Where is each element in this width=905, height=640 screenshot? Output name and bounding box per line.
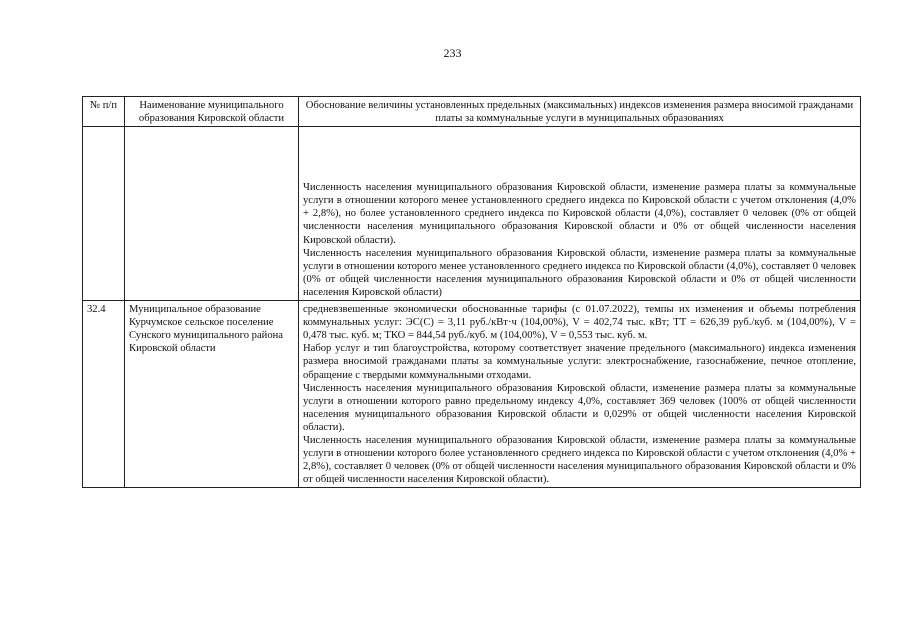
- justification-paragraph: Набор услуг и тип благоустройства, которому соответствует значение предельного (максимального) индекса изменения размера вносимой гражданами платы за коммунальные услуги: электроснабжение, газоснабжение, печное отопление, обращение с твердыми коммунальными отходами.: [303, 343, 856, 381]
- municipality-name: Муниципальное образование Курчумское сельское поселение Сунского муниципального района Кировской области: [125, 301, 299, 488]
- header-name: Наименование муниципального образования Кировской области: [125, 97, 299, 127]
- page-number: 233: [443, 46, 462, 60]
- continuation-num-cell: [83, 127, 125, 301]
- justification-table: [82, 96, 861, 488]
- justification-paragraph: Численность населения муниципального образования Кировской области, изменение размера платы за коммунальные услуги в отношении которого более установленного среднего индекса по Кировской области с учетом отклонения (4,0% + 2,8%), составляет 0 человек (0% от общей численности населения муниципального образования Кировской области и 0% от общей численности населения Кировской области).: [303, 434, 856, 486]
- continuation-name-cell: [125, 127, 299, 301]
- table-row-continuation: [83, 127, 861, 301]
- header-num: № п/п: [83, 97, 125, 127]
- header-gap: [303, 129, 856, 181]
- justification-paragraph: Численность населения муниципального образования Кировской области, изменение размера платы за коммунальные услуги в отношении которого менее установленного среднего индекса по Кировской области с учетом отклонения (4,0% + 2,8%), но более установленного среднего индекса по Кировской области (4,0%), составляет 0 человек (0% от общей численности населения муниципального образования Кировской области и 0% от общей численности населения Кировской области).: [303, 182, 856, 246]
- row-number: 32.4: [83, 301, 125, 488]
- justification-paragraph: Численность населения муниципального образования Кировской области, изменение размера платы за коммунальные услуги в отношении которого равно предельному индексу 4,0%, составляет 369 человек (100% от общей численности населения муниципального образования Кировской области и 0,029% от общей численности населения Кировской области).: [303, 382, 856, 433]
- continuation-justification-cell: [299, 127, 861, 301]
- table-row-32-4: [83, 301, 861, 488]
- row-justification-cell: [299, 301, 861, 488]
- justification-paragraph: средневзвешенные экономически обоснованные тарифы (с 01.07.2022), темпы их изменения и объемы потребления коммунальных услуг: ЭС(С) = 3,11 руб./кВт·ч (104,00%), V = 402,74 тыс. кВт; ТТ = 626,39 руб./куб. м (104,00%), V = 0,478 тыс. куб. м; ТКО = 844,54 руб./куб. м (104,00%), V = 0,553 тыс. куб. м.: [303, 304, 856, 342]
- table-header-row: [83, 97, 861, 127]
- justification-paragraph: Численность населения муниципального образования Кировской области, изменение размера платы за коммунальные услуги в отношении которого менее установленного среднего индекса по Кировской области (4,0%), составляет 0 человек (0% от общей численности населения муниципального образования Кировской области и 0% от общей численности населения Кировской области): [303, 247, 856, 298]
- header-justification: Обоснование величины установленных предельных (максимальных) индексов изменения размера вносимой гражданами платы за коммунальные услуги в муниципальных образованиях: [299, 97, 861, 127]
